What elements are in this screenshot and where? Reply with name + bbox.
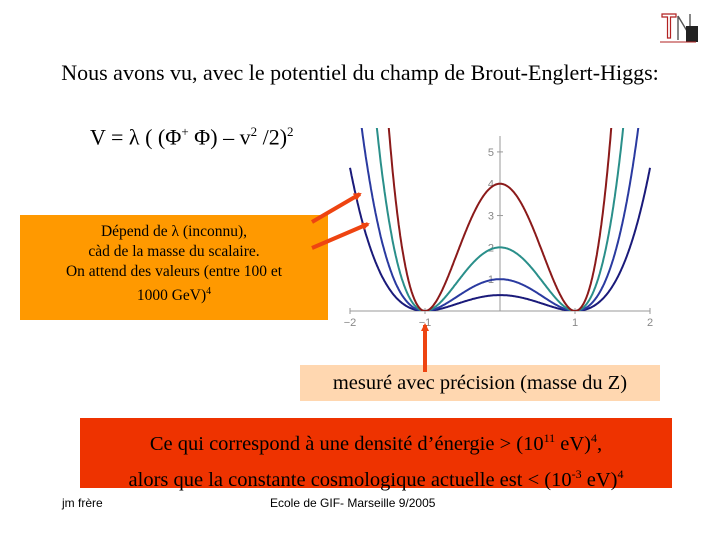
potential-formula [90,124,294,150]
potential-chart [340,128,670,333]
energy-sup: 4 [617,466,624,481]
institution-logo [656,8,704,48]
energy-text: eV) [581,468,618,491]
energy-density-note [80,418,672,491]
slide-title: Nous avons vu, avec le potentiel du champ de Brout-Englert-Higgs: [61,60,659,85]
footer-author: jm frère [62,496,103,510]
energy-text: Ce qui correspond à une densité d’énergie > (10 [149,432,544,455]
energy-text: , [597,432,603,455]
energy-text: alors que la constante cosmologique actuelle est < (10 [128,468,572,491]
callout-line: Dépend de λ (inconnu), [100,223,248,240]
x-tick-label: −2 [343,317,357,329]
callout-line: càd de la masse du scalaire. [88,243,260,260]
y-tick-label: 3 [487,210,494,223]
energy-sup: -3 [571,466,582,481]
formula-sup: 2 [250,124,258,139]
precision-note: mesuré avec précision (masse du Z) [300,365,660,401]
y-tick-label: 1 [487,274,494,287]
energy-line [80,459,672,495]
energy-text: eV) [555,432,592,455]
energy-sup: 11 [543,431,556,445]
footer-event: Ecole de GIF- Marseille 9/2005 [270,496,436,510]
formula-part: Φ) – v [188,124,251,150]
x-tick-label: −1 [418,317,432,329]
callout-text: 1000 GeV) [136,287,207,305]
energy-sup: 4 [591,431,598,445]
formula-part: V = λ ( (Φ [90,124,182,150]
x-tick-label: 2 [646,317,654,329]
formula-sup: + [181,124,189,139]
callout-line [20,282,328,306]
x-tick-label: 1 [571,317,579,329]
y-tick-label: 5 [487,146,494,159]
formula-part: /2) [257,124,288,150]
formula-sup: 2 [287,124,294,139]
y-tick-label: 2 [487,242,494,255]
lambda-callout [20,215,328,320]
energy-line [80,423,672,459]
callout-sup: 4 [206,286,212,297]
callout-line: On attend des valeurs (entre 100 et [65,263,283,280]
y-tick-label: 4 [487,178,494,191]
